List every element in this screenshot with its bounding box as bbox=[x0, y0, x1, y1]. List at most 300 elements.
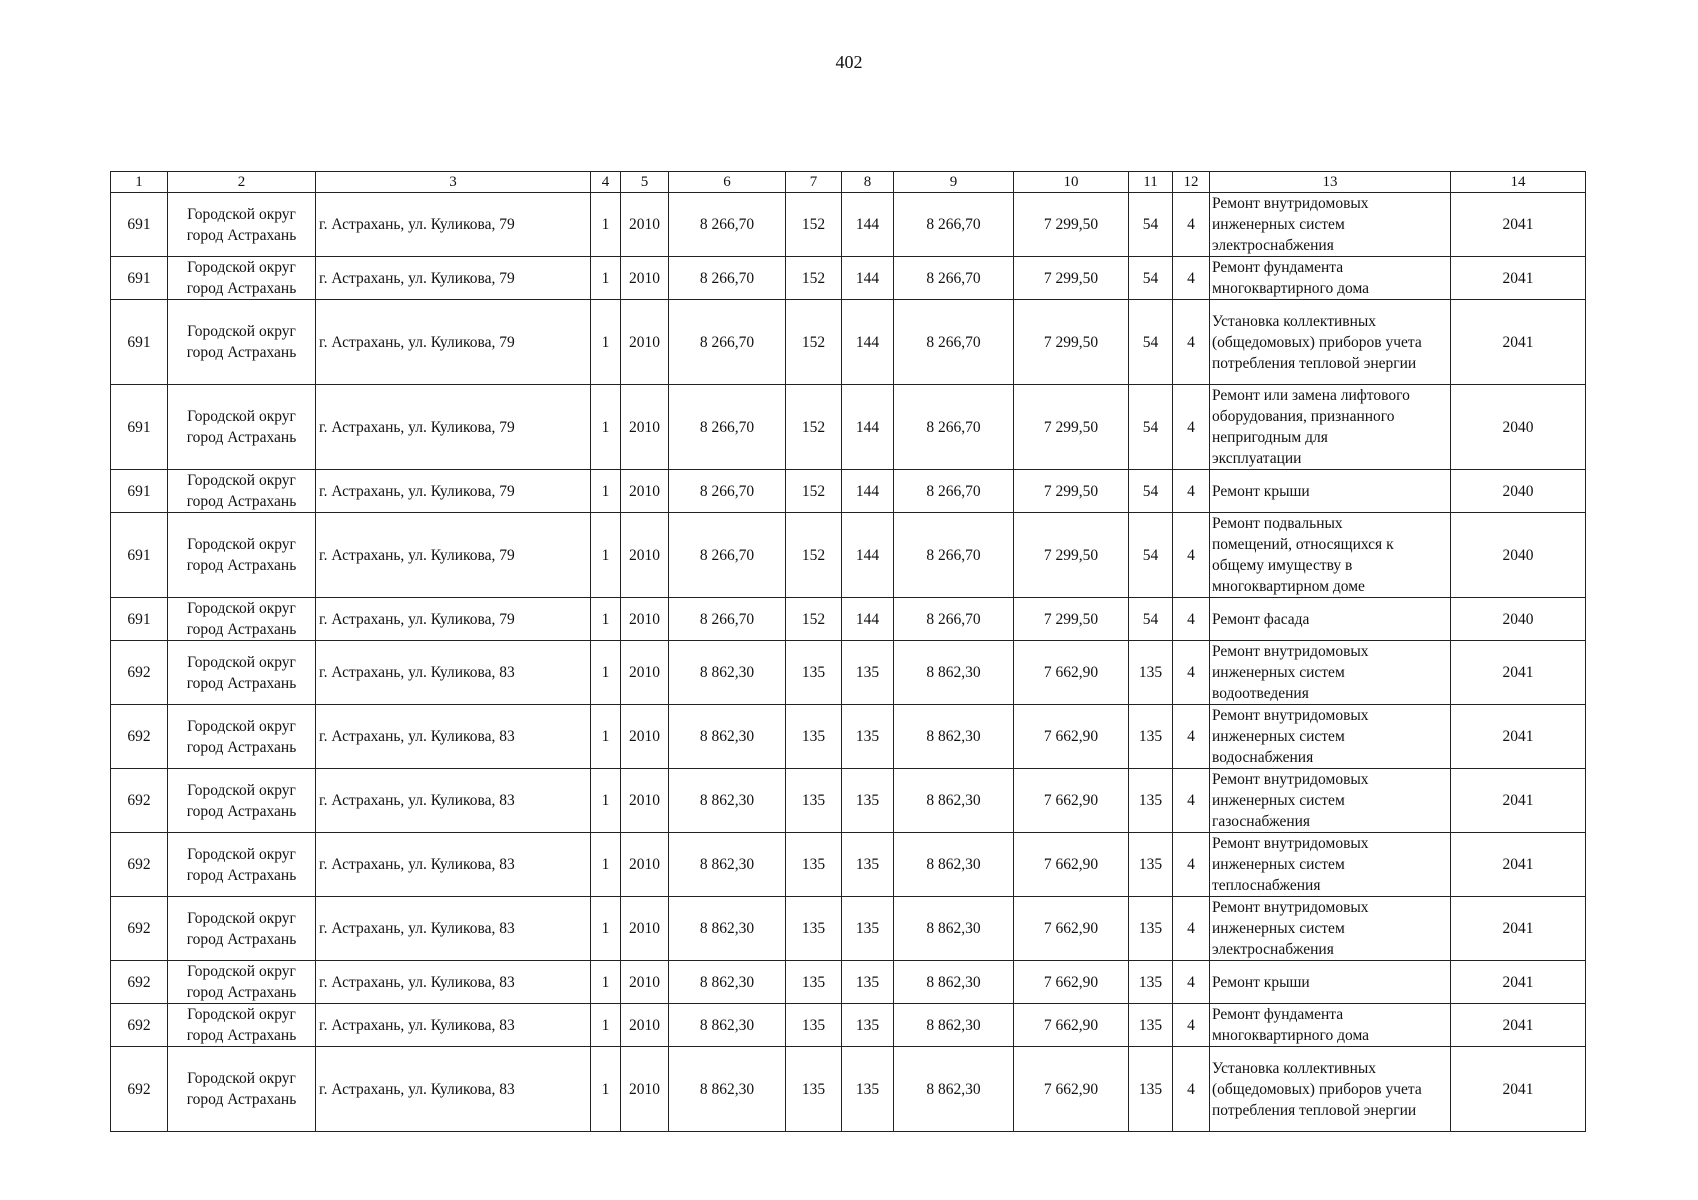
work-type-line: электроснабжения bbox=[1212, 237, 1334, 254]
table-body bbox=[111, 193, 1586, 1132]
table-row bbox=[111, 897, 1586, 961]
col11-cell: 135 bbox=[1129, 705, 1173, 769]
col10-cell: 7 662,90 bbox=[1014, 961, 1129, 1004]
municipality-line: город Астрахань bbox=[186, 984, 297, 1001]
work-type-line: Ремонт фасада bbox=[1212, 610, 1310, 628]
year-cell: 2010 bbox=[621, 769, 669, 833]
col6-cell: 8 266,70 bbox=[669, 513, 786, 598]
col4-cell: 1 bbox=[591, 961, 621, 1004]
address-cell: г. Астрахань, ул. Куликова, 83 bbox=[316, 1004, 591, 1047]
municipality-line: город Астрахань bbox=[186, 930, 297, 948]
col7-cell: 135 bbox=[786, 1047, 842, 1132]
col8-cell: 135 bbox=[842, 769, 894, 833]
work-type-line: эксплуатации bbox=[1212, 450, 1302, 467]
work-type-line: многоквартирном доме bbox=[1212, 578, 1365, 595]
work-type-line: Установка коллективных bbox=[1212, 312, 1377, 330]
municipality-line: Городской округ bbox=[187, 1006, 296, 1023]
column-header: 8 bbox=[842, 172, 894, 193]
year-cell: 2010 bbox=[621, 897, 669, 961]
work-type-cell bbox=[1210, 193, 1451, 257]
planned-year-cell: 2040 bbox=[1451, 598, 1586, 641]
address-cell: г. Астрахань, ул. Куликова, 83 bbox=[316, 705, 591, 769]
col12-cell: 4 bbox=[1173, 1047, 1210, 1132]
col11-cell: 54 bbox=[1129, 598, 1173, 641]
table-row bbox=[111, 1004, 1586, 1047]
work-type-line: многоквартирного дома bbox=[1212, 1027, 1370, 1044]
row-number-cell: 692 bbox=[111, 1004, 168, 1047]
column-header: 13 bbox=[1210, 172, 1451, 193]
col10-cell: 7 299,50 bbox=[1014, 300, 1129, 385]
col11-cell: 135 bbox=[1129, 897, 1173, 961]
col11-cell: 135 bbox=[1129, 1004, 1173, 1047]
municipality-line: Городской округ bbox=[187, 845, 296, 863]
col8-cell: 144 bbox=[842, 193, 894, 257]
work-type-line: оборудования, признанного bbox=[1212, 408, 1395, 425]
col11-cell: 135 bbox=[1129, 1047, 1173, 1132]
address-cell: г. Астрахань, ул. Куликова, 83 bbox=[316, 1047, 591, 1132]
row-number-cell: 691 bbox=[111, 300, 168, 385]
row-number-cell: 691 bbox=[111, 470, 168, 513]
municipality-cell bbox=[168, 257, 316, 300]
col12-cell: 4 bbox=[1173, 705, 1210, 769]
col6-cell: 8 862,30 bbox=[669, 833, 786, 897]
col11-cell: 54 bbox=[1129, 193, 1173, 257]
municipality-cell bbox=[168, 300, 316, 385]
col8-cell: 144 bbox=[842, 300, 894, 385]
col8-cell: 144 bbox=[842, 257, 894, 300]
col4-cell: 1 bbox=[591, 641, 621, 705]
col7-cell: 135 bbox=[786, 1004, 842, 1047]
municipality-line: город Астрахань bbox=[186, 738, 297, 756]
address-cell: г. Астрахань, ул. Куликова, 83 bbox=[316, 897, 591, 961]
municipality-cell bbox=[168, 961, 316, 1004]
planned-year-cell: 2041 bbox=[1451, 961, 1586, 1004]
table-row bbox=[111, 385, 1586, 470]
col8-cell: 135 bbox=[842, 641, 894, 705]
year-cell: 2010 bbox=[621, 470, 669, 513]
work-type-cell bbox=[1210, 300, 1451, 385]
col9-cell: 8 862,30 bbox=[894, 897, 1014, 961]
col10-cell: 7 662,90 bbox=[1014, 833, 1129, 897]
work-type-cell bbox=[1210, 598, 1451, 641]
municipality-line: город Астрахань bbox=[186, 493, 297, 510]
col4-cell: 1 bbox=[591, 385, 621, 470]
work-type-line: (общедомовых) приборов учета bbox=[1212, 333, 1422, 351]
column-header: 5 bbox=[621, 172, 669, 193]
col7-cell: 152 bbox=[786, 513, 842, 598]
table-row bbox=[111, 641, 1586, 705]
work-type-line: инженерных систем bbox=[1212, 664, 1345, 681]
work-type-line: потребления тепловой энергии bbox=[1212, 354, 1417, 372]
col6-cell: 8 266,70 bbox=[669, 598, 786, 641]
col4-cell: 1 bbox=[591, 1004, 621, 1047]
col4-cell: 1 bbox=[591, 1047, 621, 1132]
address-cell: г. Астрахань, ул. Куликова, 83 bbox=[316, 961, 591, 1004]
col8-cell: 135 bbox=[842, 1047, 894, 1132]
municipality-cell bbox=[168, 641, 316, 705]
col6-cell: 8 862,30 bbox=[669, 961, 786, 1004]
col7-cell: 135 bbox=[786, 897, 842, 961]
municipality-cell bbox=[168, 1047, 316, 1132]
col4-cell: 1 bbox=[591, 513, 621, 598]
table-row bbox=[111, 257, 1586, 300]
year-cell: 2010 bbox=[621, 961, 669, 1004]
col7-cell: 135 bbox=[786, 641, 842, 705]
work-type-cell bbox=[1210, 385, 1451, 470]
col10-cell: 7 662,90 bbox=[1014, 897, 1129, 961]
work-type-cell bbox=[1210, 257, 1451, 300]
table-row bbox=[111, 769, 1586, 833]
table-row bbox=[111, 598, 1586, 641]
municipality-line: город Астрахань bbox=[186, 1091, 297, 1108]
col6-cell: 8 266,70 bbox=[669, 385, 786, 470]
col10-cell: 7 299,50 bbox=[1014, 193, 1129, 257]
col6-cell: 8 266,70 bbox=[669, 300, 786, 385]
col6-cell: 8 862,30 bbox=[669, 1047, 786, 1132]
col8-cell: 135 bbox=[842, 833, 894, 897]
col12-cell: 4 bbox=[1173, 193, 1210, 257]
col12-cell: 4 bbox=[1173, 300, 1210, 385]
year-cell: 2010 bbox=[621, 257, 669, 300]
row-number-cell: 692 bbox=[111, 961, 168, 1004]
year-cell: 2010 bbox=[621, 300, 669, 385]
municipality-line: Городской округ bbox=[187, 909, 296, 927]
col10-cell: 7 299,50 bbox=[1014, 513, 1129, 598]
work-type-cell bbox=[1210, 705, 1451, 769]
col10-cell: 7 662,90 bbox=[1014, 705, 1129, 769]
municipality-line: город Астрахань bbox=[186, 674, 297, 692]
work-type-line: общему имуществу в bbox=[1212, 557, 1353, 574]
work-type-cell bbox=[1210, 961, 1451, 1004]
municipality-line: город Астрахань bbox=[186, 1027, 297, 1044]
work-type-line: инженерных систем bbox=[1212, 920, 1345, 937]
col7-cell: 152 bbox=[786, 598, 842, 641]
col7-cell: 135 bbox=[786, 705, 842, 769]
col4-cell: 1 bbox=[591, 193, 621, 257]
work-type-line: инженерных систем bbox=[1212, 856, 1345, 873]
year-cell: 2010 bbox=[621, 705, 669, 769]
col12-cell: 4 bbox=[1173, 833, 1210, 897]
col12-cell: 4 bbox=[1173, 961, 1210, 1004]
col4-cell: 1 bbox=[591, 705, 621, 769]
row-number-cell: 691 bbox=[111, 385, 168, 470]
work-type-line: (общедомовых) приборов учета bbox=[1212, 1080, 1422, 1098]
col6-cell: 8 862,30 bbox=[669, 897, 786, 961]
col7-cell: 135 bbox=[786, 769, 842, 833]
col11-cell: 54 bbox=[1129, 470, 1173, 513]
col4-cell: 1 bbox=[591, 833, 621, 897]
column-header: 3 bbox=[316, 172, 591, 193]
col10-cell: 7 299,50 bbox=[1014, 598, 1129, 641]
table-row bbox=[111, 470, 1586, 513]
column-header: 4 bbox=[591, 172, 621, 193]
table-row bbox=[111, 705, 1586, 769]
col8-cell: 144 bbox=[842, 385, 894, 470]
col4-cell: 1 bbox=[591, 897, 621, 961]
col7-cell: 152 bbox=[786, 385, 842, 470]
col10-cell: 7 662,90 bbox=[1014, 641, 1129, 705]
municipality-line: Городской округ bbox=[187, 1070, 296, 1087]
work-type-line: Установка коллективных bbox=[1212, 1059, 1377, 1077]
work-type-cell bbox=[1210, 833, 1451, 897]
municipality-line: город Астрахань bbox=[186, 621, 297, 638]
col8-cell: 135 bbox=[842, 705, 894, 769]
work-type-line: Ремонт подвальных bbox=[1212, 515, 1343, 532]
work-type-line: помещений, относящихся к bbox=[1212, 536, 1394, 553]
year-cell: 2010 bbox=[621, 385, 669, 470]
work-type-line: электроснабжения bbox=[1212, 941, 1334, 958]
table-row bbox=[111, 513, 1586, 598]
address-cell: г. Астрахань, ул. Куликова, 79 bbox=[316, 257, 591, 300]
planned-year-cell: 2041 bbox=[1451, 897, 1586, 961]
row-number-cell: 691 bbox=[111, 598, 168, 641]
col4-cell: 1 bbox=[591, 470, 621, 513]
col8-cell: 144 bbox=[842, 470, 894, 513]
work-type-line: многоквартирного дома bbox=[1212, 280, 1370, 297]
col11-cell: 54 bbox=[1129, 300, 1173, 385]
col9-cell: 8 862,30 bbox=[894, 1047, 1014, 1132]
address-cell: г. Астрахань, ул. Куликова, 79 bbox=[316, 598, 591, 641]
column-header: 1 bbox=[111, 172, 168, 193]
work-type-line: Ремонт или замена лифтового bbox=[1212, 387, 1410, 404]
table-row bbox=[111, 193, 1586, 257]
work-type-line: инженерных систем bbox=[1212, 216, 1345, 233]
municipality-line: город Астрахань bbox=[186, 280, 297, 297]
column-header: 11 bbox=[1129, 172, 1173, 193]
col9-cell: 8 266,70 bbox=[894, 257, 1014, 300]
municipality-cell bbox=[168, 385, 316, 470]
work-type-line: Ремонт внутридомовых bbox=[1212, 835, 1369, 852]
municipality-cell bbox=[168, 705, 316, 769]
col9-cell: 8 862,30 bbox=[894, 1004, 1014, 1047]
municipality-line: Городской округ bbox=[187, 408, 296, 425]
col10-cell: 7 662,90 bbox=[1014, 1047, 1129, 1132]
col7-cell: 135 bbox=[786, 961, 842, 1004]
work-type-line: потребления тепловой энергии bbox=[1212, 1101, 1417, 1119]
year-cell: 2010 bbox=[621, 513, 669, 598]
column-header: 9 bbox=[894, 172, 1014, 193]
capital-repair-table bbox=[110, 171, 1586, 1132]
col9-cell: 8 266,70 bbox=[894, 300, 1014, 385]
row-number-cell: 691 bbox=[111, 193, 168, 257]
municipality-line: Городской округ bbox=[187, 963, 296, 980]
address-cell: г. Астрахань, ул. Куликова, 79 bbox=[316, 193, 591, 257]
col12-cell: 4 bbox=[1173, 769, 1210, 833]
col4-cell: 1 bbox=[591, 769, 621, 833]
planned-year-cell: 2041 bbox=[1451, 193, 1586, 257]
work-type-line: Ремонт внутридомовых bbox=[1212, 643, 1369, 660]
work-type-line: Ремонт внутридомовых bbox=[1212, 771, 1369, 788]
address-cell: г. Астрахань, ул. Куликова, 79 bbox=[316, 513, 591, 598]
col11-cell: 135 bbox=[1129, 641, 1173, 705]
municipality-cell bbox=[168, 470, 316, 513]
col12-cell: 4 bbox=[1173, 598, 1210, 641]
municipality-line: Городской округ bbox=[187, 259, 296, 276]
municipality-cell bbox=[168, 769, 316, 833]
col12-cell: 4 bbox=[1173, 897, 1210, 961]
planned-year-cell: 2041 bbox=[1451, 705, 1586, 769]
work-type-cell bbox=[1210, 769, 1451, 833]
municipality-line: Городской округ bbox=[187, 205, 296, 223]
page-number: 402 bbox=[835, 52, 863, 72]
col8-cell: 135 bbox=[842, 1004, 894, 1047]
column-header: 10 bbox=[1014, 172, 1129, 193]
planned-year-cell: 2041 bbox=[1451, 1004, 1586, 1047]
col9-cell: 8 862,30 bbox=[894, 769, 1014, 833]
year-cell: 2010 bbox=[621, 598, 669, 641]
work-type-cell bbox=[1210, 1004, 1451, 1047]
work-type-cell bbox=[1210, 1047, 1451, 1132]
address-cell: г. Астрахань, ул. Куликова, 79 bbox=[316, 470, 591, 513]
work-type-cell bbox=[1210, 470, 1451, 513]
column-header: 6 bbox=[669, 172, 786, 193]
col11-cell: 54 bbox=[1129, 257, 1173, 300]
municipality-cell bbox=[168, 833, 316, 897]
col6-cell: 8 266,70 bbox=[669, 257, 786, 300]
col9-cell: 8 862,30 bbox=[894, 705, 1014, 769]
col7-cell: 152 bbox=[786, 257, 842, 300]
work-type-line: газоснабжения bbox=[1212, 813, 1311, 830]
planned-year-cell: 2041 bbox=[1451, 641, 1586, 705]
col8-cell: 144 bbox=[842, 598, 894, 641]
col10-cell: 7 662,90 bbox=[1014, 1004, 1129, 1047]
municipality-line: город Астрахань bbox=[186, 802, 297, 820]
municipality-line: Городской округ bbox=[187, 717, 296, 735]
col12-cell: 4 bbox=[1173, 641, 1210, 705]
table-row bbox=[111, 300, 1586, 385]
planned-year-cell: 2040 bbox=[1451, 385, 1586, 470]
table-row bbox=[111, 833, 1586, 897]
work-type-cell bbox=[1210, 897, 1451, 961]
column-number-row bbox=[111, 172, 1586, 193]
address-cell: г. Астрахань, ул. Куликова, 83 bbox=[316, 833, 591, 897]
row-number-cell: 691 bbox=[111, 257, 168, 300]
year-cell: 2010 bbox=[621, 193, 669, 257]
column-header: 2 bbox=[168, 172, 316, 193]
year-cell: 2010 bbox=[621, 833, 669, 897]
planned-year-cell: 2041 bbox=[1451, 833, 1586, 897]
col8-cell: 135 bbox=[842, 897, 894, 961]
year-cell: 2010 bbox=[621, 641, 669, 705]
col6-cell: 8 862,30 bbox=[669, 1004, 786, 1047]
municipality-line: город Астрахань bbox=[186, 866, 297, 884]
col11-cell: 54 bbox=[1129, 385, 1173, 470]
row-number-cell: 692 bbox=[111, 833, 168, 897]
row-number-cell: 692 bbox=[111, 769, 168, 833]
municipality-line: Городской округ bbox=[187, 536, 296, 553]
work-type-line: непригодным для bbox=[1212, 429, 1328, 446]
row-number-cell: 691 bbox=[111, 513, 168, 598]
work-type-line: водоотведения bbox=[1212, 685, 1309, 702]
planned-year-cell: 2041 bbox=[1451, 257, 1586, 300]
municipality-line: Городской округ bbox=[187, 323, 296, 340]
municipality-line: Городской округ bbox=[187, 781, 296, 799]
col10-cell: 7 299,50 bbox=[1014, 385, 1129, 470]
col11-cell: 135 bbox=[1129, 769, 1173, 833]
work-type-line: Ремонт крыши bbox=[1212, 973, 1310, 991]
col6-cell: 8 266,70 bbox=[669, 470, 786, 513]
col9-cell: 8 862,30 bbox=[894, 641, 1014, 705]
col12-cell: 4 bbox=[1173, 257, 1210, 300]
col12-cell: 4 bbox=[1173, 1004, 1210, 1047]
col4-cell: 1 bbox=[591, 598, 621, 641]
col9-cell: 8 266,70 bbox=[894, 598, 1014, 641]
year-cell: 2010 bbox=[621, 1004, 669, 1047]
work-type-line: водоснабжения bbox=[1212, 749, 1314, 766]
work-type-line: Ремонт фундамента bbox=[1212, 1006, 1344, 1023]
year-cell: 2010 bbox=[621, 1047, 669, 1132]
col9-cell: 8 862,30 bbox=[894, 833, 1014, 897]
planned-year-cell: 2041 bbox=[1451, 300, 1586, 385]
col4-cell: 1 bbox=[591, 300, 621, 385]
col6-cell: 8 862,30 bbox=[669, 705, 786, 769]
municipality-line: Городской округ bbox=[187, 600, 296, 617]
work-type-line: инженерных систем bbox=[1212, 728, 1345, 745]
municipality-line: город Астрахань bbox=[186, 429, 297, 446]
col10-cell: 7 299,50 bbox=[1014, 470, 1129, 513]
planned-year-cell: 2040 bbox=[1451, 513, 1586, 598]
row-number-cell: 692 bbox=[111, 641, 168, 705]
col9-cell: 8 266,70 bbox=[894, 193, 1014, 257]
col10-cell: 7 299,50 bbox=[1014, 257, 1129, 300]
work-type-line: Ремонт внутридомовых bbox=[1212, 707, 1369, 724]
col8-cell: 135 bbox=[842, 961, 894, 1004]
work-type-line: теплоснабжения bbox=[1212, 877, 1321, 894]
col10-cell: 7 662,90 bbox=[1014, 769, 1129, 833]
col11-cell: 135 bbox=[1129, 833, 1173, 897]
municipality-cell bbox=[168, 193, 316, 257]
work-type-line: Ремонт внутридомовых bbox=[1212, 195, 1369, 212]
table-row bbox=[111, 961, 1586, 1004]
col12-cell: 4 bbox=[1173, 385, 1210, 470]
col7-cell: 135 bbox=[786, 833, 842, 897]
col6-cell: 8 862,30 bbox=[669, 641, 786, 705]
planned-year-cell: 2041 bbox=[1451, 769, 1586, 833]
col6-cell: 8 862,30 bbox=[669, 769, 786, 833]
col7-cell: 152 bbox=[786, 300, 842, 385]
work-type-cell bbox=[1210, 513, 1451, 598]
col7-cell: 152 bbox=[786, 193, 842, 257]
column-header: 14 bbox=[1451, 172, 1586, 193]
work-type-line: инженерных систем bbox=[1212, 792, 1345, 809]
address-cell: г. Астрахань, ул. Куликова, 83 bbox=[316, 641, 591, 705]
col11-cell: 135 bbox=[1129, 961, 1173, 1004]
address-cell: г. Астрахань, ул. Куликова, 83 bbox=[316, 769, 591, 833]
col9-cell: 8 266,70 bbox=[894, 385, 1014, 470]
municipality-cell bbox=[168, 897, 316, 961]
planned-year-cell: 2041 bbox=[1451, 1047, 1586, 1132]
municipality-line: город Астрахань bbox=[186, 557, 297, 574]
col12-cell: 4 bbox=[1173, 470, 1210, 513]
col12-cell: 4 bbox=[1173, 513, 1210, 598]
municipality-cell bbox=[168, 1004, 316, 1047]
work-type-cell bbox=[1210, 641, 1451, 705]
column-header: 7 bbox=[786, 172, 842, 193]
row-number-cell: 692 bbox=[111, 705, 168, 769]
table-row bbox=[111, 1047, 1586, 1132]
work-type-line: Ремонт фундамента bbox=[1212, 259, 1344, 276]
work-type-line: Ремонт крыши bbox=[1212, 482, 1310, 500]
planned-year-cell: 2040 bbox=[1451, 470, 1586, 513]
row-number-cell: 692 bbox=[111, 1047, 168, 1132]
col9-cell: 8 266,70 bbox=[894, 513, 1014, 598]
address-cell: г. Астрахань, ул. Куликова, 79 bbox=[316, 300, 591, 385]
col7-cell: 152 bbox=[786, 470, 842, 513]
address-cell: г. Астрахань, ул. Куликова, 79 bbox=[316, 385, 591, 470]
col9-cell: 8 862,30 bbox=[894, 961, 1014, 1004]
municipality-cell bbox=[168, 513, 316, 598]
col8-cell: 144 bbox=[842, 513, 894, 598]
